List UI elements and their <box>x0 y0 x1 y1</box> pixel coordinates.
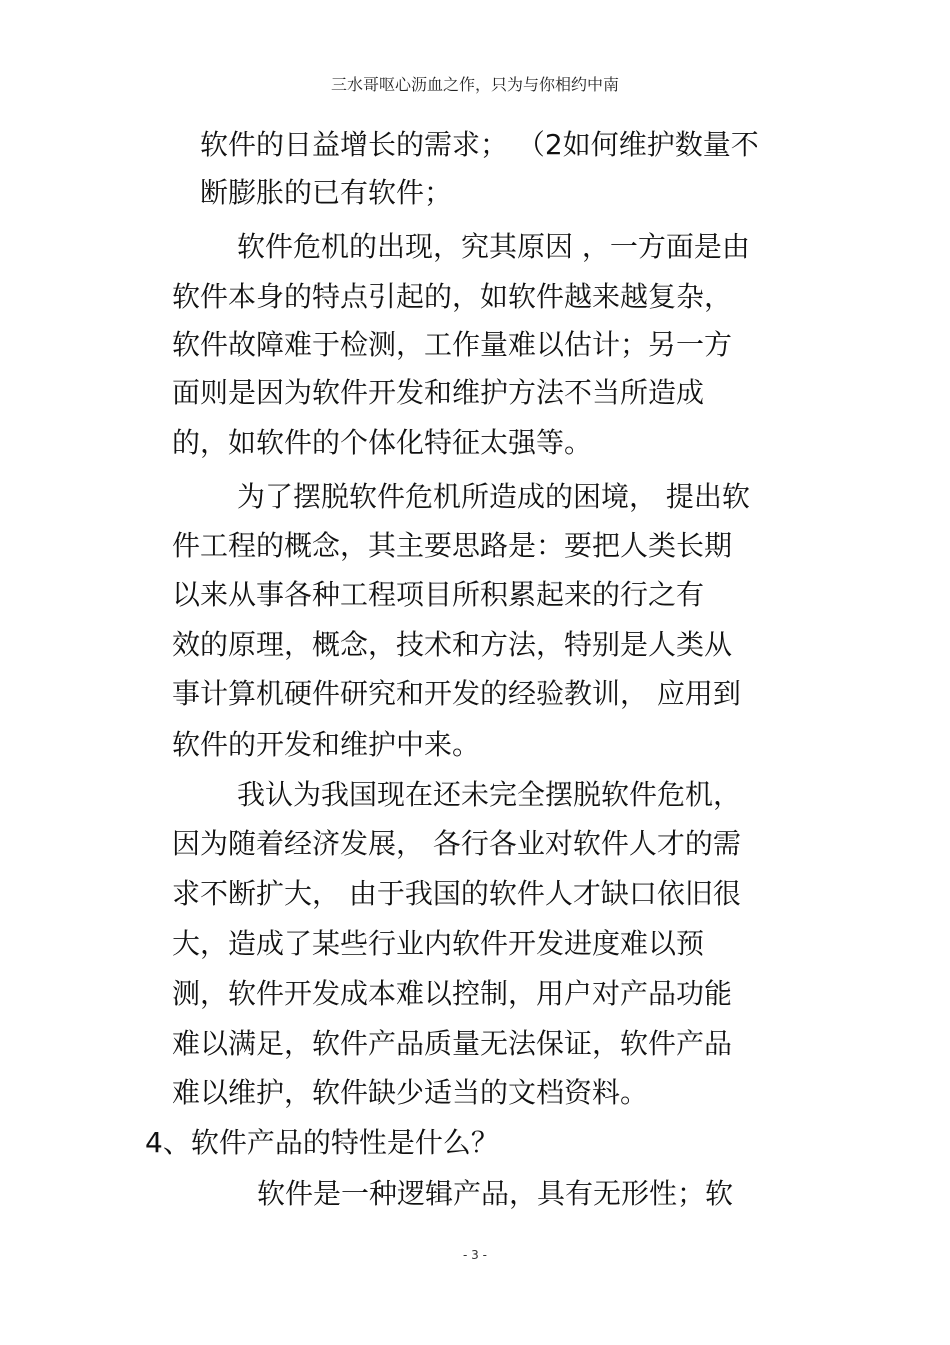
body-line: 以来从事各种工程项目所积累起来的行之有 <box>172 578 705 611</box>
page-number: - 3 - <box>463 1248 487 1262</box>
body-line: 求不断扩大， 由于我国的软件人才缺口依旧很 <box>172 877 741 910</box>
body-line: 测，软件开发成本难以控制，用户对产品功能 <box>172 977 733 1010</box>
body-line: 难以维护，软件缺少适当的文档资料。 <box>172 1076 649 1109</box>
body-line: 软件是一种逻辑产品，具有无形性；软 <box>257 1177 734 1210</box>
body-line: 因为随着经济发展， 各行各业对软件人才的需 <box>172 827 741 860</box>
body-line: 软件危机的出现，究其原因 ，一方面是由 <box>237 230 750 263</box>
body-line: 大，造成了某些行业内软件开发进度难以预 <box>172 927 705 960</box>
body-line: 面则是因为软件开发和维护方法不当所造成 <box>172 376 705 409</box>
page-header: 三水哥呕心沥血之作，只为与你相约中南 <box>330 75 619 94</box>
body-line: 软件的日益增长的需求； （2如何维护数量不 <box>200 128 759 161</box>
body-line: 效的原理，概念，技术和方法，特别是人类从 <box>172 628 733 661</box>
body-line: 为了摆脱软件危机所造成的困境， 提出软 <box>237 480 750 513</box>
body-line: 软件故障难于检测，工作量难以估计；另一方 <box>172 328 733 361</box>
body-line: 软件的开发和维护中来。 <box>172 728 481 761</box>
body-line: 软件本身的特点引起的，如软件越来越复杂， <box>172 280 733 313</box>
body-line: 的，如软件的个体化特征太强等。 <box>172 426 593 459</box>
body-line: 件工程的概念，其主要思路是：要把人类长期 <box>172 529 733 562</box>
body-line: 断膨胀的已有软件； <box>200 176 453 209</box>
body-line: 我认为我国现在还未完全摆脱软件危机， <box>237 778 742 811</box>
body-line: 难以满足，软件产品质量无法保证，软件产品 <box>172 1027 733 1060</box>
section-heading: 4、软件产品的特性是什么？ <box>145 1126 499 1159</box>
body-line: 事计算机硬件研究和开发的经验教训， 应用到 <box>172 677 741 710</box>
